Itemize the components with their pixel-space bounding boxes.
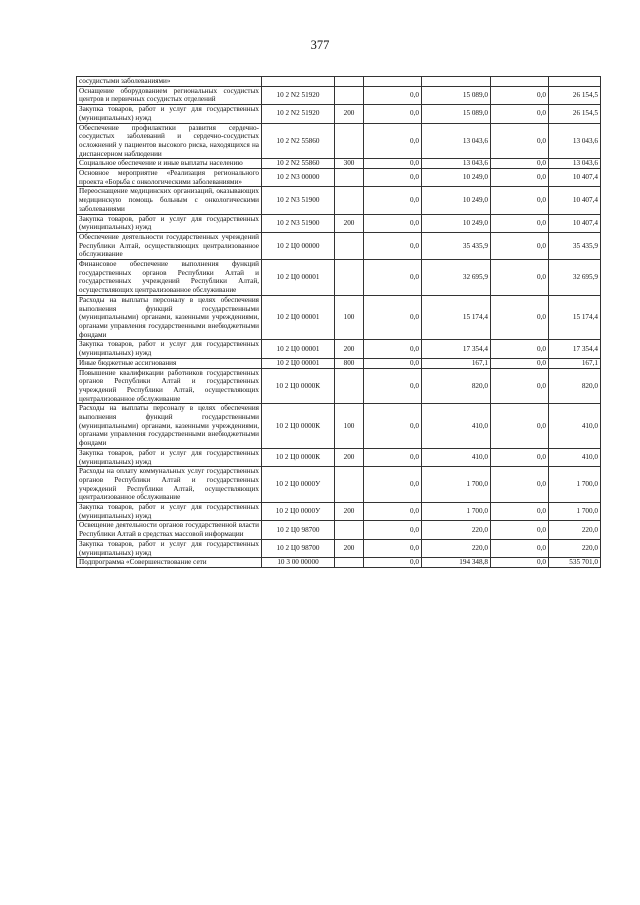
table-row [77, 123, 601, 159]
row-value-4: 820,0 [549, 368, 601, 404]
row-expense-type: 200 [335, 340, 364, 358]
row-expense-type: 300 [335, 159, 364, 169]
row-value-3: 0,0 [491, 159, 549, 169]
row-name: Повышение квалификации работников государственных органов Республики Алтай и государственных учреждений Республики Алтай, осуществляющих централизованное обслуживание [77, 368, 262, 404]
row-value-2: 220,0 [422, 539, 491, 557]
table-row [77, 187, 601, 214]
row-value-3: 0,0 [491, 123, 549, 159]
row-code: 10 2 N2 55860 [262, 123, 335, 159]
table-row [77, 232, 601, 259]
table-row [77, 404, 601, 449]
row-value-4: 220,0 [549, 539, 601, 557]
row-value-3: 0,0 [491, 86, 549, 104]
row-value-2: 194 348,8 [422, 558, 491, 568]
row-expense-type: 200 [335, 539, 364, 557]
table-row [77, 77, 601, 87]
row-name: Расходы на выплаты персоналу в целях обеспечения выполнения функций государственными (муниципальными) органами, казенными учреждениями, органами управления государственными внебюджетными фондами [77, 404, 262, 449]
row-value-3: 0,0 [491, 521, 549, 539]
row-code: 10 2 N3 51900 [262, 214, 335, 232]
row-name: Обеспечение профилактики развития сердечно-сосудистых заболеваний и сердечно-сосудистых осложнений у пациентов высокого риска, находящихся на диспансерном наблюдении [77, 123, 262, 159]
row-value-2: 13 043,6 [422, 159, 491, 169]
row-value-1: 0,0 [364, 187, 422, 214]
row-value-2: 13 043,6 [422, 123, 491, 159]
row-value-2: 10 249,0 [422, 214, 491, 232]
row-value-4: 535 701,0 [549, 558, 601, 568]
row-value-1: 0,0 [364, 340, 422, 358]
row-value-3: 0,0 [491, 503, 549, 521]
row-value-1: 0,0 [364, 558, 422, 568]
row-value-3: 0,0 [491, 467, 549, 503]
row-name: Закупка товаров, работ и услуг для государственных (муниципальных) нужд [77, 214, 262, 232]
row-value-4: 10 407,4 [549, 187, 601, 214]
row-value-1: 0,0 [364, 260, 422, 296]
row-value-1: 0,0 [364, 404, 422, 449]
row-value-4: 410,0 [549, 448, 601, 466]
row-code: 10 2 Ц0 0000К [262, 368, 335, 404]
row-expense-type [335, 77, 364, 87]
row-name: Закупка товаров, работ и услуг для государственных (муниципальных) нужд [77, 105, 262, 123]
row-value-3: 0,0 [491, 169, 549, 187]
table-row [77, 521, 601, 539]
row-expense-type [335, 467, 364, 503]
row-code: 10 2 N2 51920 [262, 86, 335, 104]
row-expense-type [335, 169, 364, 187]
row-code [262, 77, 335, 87]
row-value-2: 220,0 [422, 521, 491, 539]
row-value-2: 820,0 [422, 368, 491, 404]
row-name: Оснащение оборудованием региональных сосудистых центров и первичных сосудистых отделений [77, 86, 262, 104]
row-value-3: 0,0 [491, 260, 549, 296]
row-name: Подпрограмма «Совершенствование сети [77, 558, 262, 568]
table-row [77, 467, 601, 503]
budget-table [76, 76, 601, 568]
row-code: 10 3 00 00000 [262, 558, 335, 568]
row-value-4: 410,0 [549, 404, 601, 449]
row-name: Основное мероприятие «Реализация регионального проекта «Борьба с онкологическими заболеваниями» [77, 169, 262, 187]
row-code: 10 2 Ц0 0000К [262, 404, 335, 449]
row-value-2: 10 249,0 [422, 187, 491, 214]
row-value-2: 10 249,0 [422, 169, 491, 187]
row-value-1: 0,0 [364, 358, 422, 368]
row-name: Иные бюджетные ассигнования [77, 358, 262, 368]
row-name: Закупка товаров, работ и услуг для государственных (муниципальных) нужд [77, 503, 262, 521]
row-value-3: 0,0 [491, 105, 549, 123]
row-expense-type: 200 [335, 503, 364, 521]
table-row [77, 558, 601, 568]
row-expense-type: 800 [335, 358, 364, 368]
row-value-2: 15 089,0 [422, 105, 491, 123]
row-value-3: 0,0 [491, 558, 549, 568]
row-value-4: 15 174,4 [549, 295, 601, 340]
budget-table-body [77, 77, 601, 568]
row-expense-type [335, 232, 364, 259]
row-name: Обеспечение деятельности государственных учреждений Республики Алтай, осуществляющих централизованное обслуживание [77, 232, 262, 259]
row-code: 10 2 Ц0 00001 [262, 358, 335, 368]
row-value-1: 0,0 [364, 368, 422, 404]
table-row [77, 86, 601, 104]
row-value-4: 220,0 [549, 521, 601, 539]
row-value-1: 0,0 [364, 169, 422, 187]
table-row [77, 340, 601, 358]
row-value-2 [422, 77, 491, 87]
row-name: Закупка товаров, работ и услуг для государственных (муниципальных) нужд [77, 448, 262, 466]
row-value-3: 0,0 [491, 539, 549, 557]
row-value-4: 1 700,0 [549, 467, 601, 503]
row-expense-type: 100 [335, 404, 364, 449]
row-value-1: 0,0 [364, 539, 422, 557]
table-row [77, 503, 601, 521]
row-name: Финансовое обеспечение выполнения функций государственных органов Республики Алтай и государственных учреждений Республики Алтай, осуществляющих централизованное обслуживание [77, 260, 262, 296]
row-code: 10 2 N3 51900 [262, 187, 335, 214]
row-value-1: 0,0 [364, 232, 422, 259]
row-value-2: 35 435,9 [422, 232, 491, 259]
row-value-1: 0,0 [364, 521, 422, 539]
row-value-1: 0,0 [364, 503, 422, 521]
row-value-4: 26 154,5 [549, 86, 601, 104]
row-expense-type [335, 558, 364, 568]
row-code: 10 2 Ц0 0000У [262, 503, 335, 521]
row-value-2: 15 089,0 [422, 86, 491, 104]
row-expense-type: 200 [335, 214, 364, 232]
row-code: 10 2 Ц0 00001 [262, 340, 335, 358]
table-row [77, 159, 601, 169]
table-row [77, 214, 601, 232]
row-value-3: 0,0 [491, 214, 549, 232]
row-value-4: 35 435,9 [549, 232, 601, 259]
row-expense-type [335, 260, 364, 296]
row-value-4: 1 700,0 [549, 503, 601, 521]
row-name: сосудистыми заболеваниями» [77, 77, 262, 87]
row-value-1: 0,0 [364, 159, 422, 169]
row-value-1 [364, 77, 422, 87]
row-value-3: 0,0 [491, 358, 549, 368]
table-row [77, 169, 601, 187]
row-code: 10 2 Ц0 00000 [262, 232, 335, 259]
row-value-1: 0,0 [364, 105, 422, 123]
row-value-2: 15 174,4 [422, 295, 491, 340]
row-value-1: 0,0 [364, 448, 422, 466]
row-value-2: 167,1 [422, 358, 491, 368]
row-value-2: 1 700,0 [422, 467, 491, 503]
table-row [77, 448, 601, 466]
row-name: Расходы на оплату коммунальных услуг государственных органов Республики Алтай и государственных учреждений Республики Алтай, осуществляющих централизованное обслуживание [77, 467, 262, 503]
row-value-4: 26 154,5 [549, 105, 601, 123]
row-name: Переоснащение медицинских организаций, оказывающих медицинскую помощь больным с онкологическими заболеваниями [77, 187, 262, 214]
row-value-3: 0,0 [491, 448, 549, 466]
row-code: 10 2 Ц0 00001 [262, 295, 335, 340]
row-value-1: 0,0 [364, 123, 422, 159]
row-value-4: 167,1 [549, 358, 601, 368]
table-row [77, 368, 601, 404]
row-name: Закупка товаров, работ и услуг для государственных (муниципальных) нужд [77, 539, 262, 557]
row-code: 10 2 Ц0 98700 [262, 539, 335, 557]
row-name: Социальное обеспечение и иные выплаты населению [77, 159, 262, 169]
row-expense-type [335, 368, 364, 404]
row-expense-type [335, 187, 364, 214]
row-name: Освещение деятельности органов государственной власти Республики Алтай в средствах массовой информации [77, 521, 262, 539]
table-row [77, 260, 601, 296]
row-value-4 [549, 77, 601, 87]
row-value-3: 0,0 [491, 340, 549, 358]
row-value-3: 0,0 [491, 295, 549, 340]
row-value-3: 0,0 [491, 368, 549, 404]
table-row [77, 105, 601, 123]
row-code: 10 2 Ц0 00001 [262, 260, 335, 296]
row-value-1: 0,0 [364, 467, 422, 503]
row-value-2: 410,0 [422, 404, 491, 449]
row-expense-type [335, 86, 364, 104]
row-code: 10 2 N2 51920 [262, 105, 335, 123]
row-value-2: 32 695,9 [422, 260, 491, 296]
row-code: 10 2 Ц0 0000У [262, 467, 335, 503]
row-value-4: 17 354,4 [549, 340, 601, 358]
row-value-2: 17 354,4 [422, 340, 491, 358]
row-code: 10 2 N3 00000 [262, 169, 335, 187]
row-code: 10 2 N2 55860 [262, 159, 335, 169]
row-value-3: 0,0 [491, 404, 549, 449]
row-value-4: 10 407,4 [549, 214, 601, 232]
row-value-1: 0,0 [364, 86, 422, 104]
row-name: Закупка товаров, работ и услуг для государственных (муниципальных) нужд [77, 340, 262, 358]
row-value-1: 0,0 [364, 295, 422, 340]
row-expense-type [335, 123, 364, 159]
table-row [77, 358, 601, 368]
row-value-3 [491, 77, 549, 87]
row-expense-type: 200 [335, 448, 364, 466]
row-name: Расходы на выплаты персоналу в целях обеспечения выполнения функций государственными (муниципальными) органами, казенными учреждениями, органами управления государственными внебюджетными фондами [77, 295, 262, 340]
row-value-1: 0,0 [364, 214, 422, 232]
row-value-4: 10 407,4 [549, 169, 601, 187]
row-code: 10 2 Ц0 0000К [262, 448, 335, 466]
table-row [77, 539, 601, 557]
row-value-3: 0,0 [491, 232, 549, 259]
row-expense-type: 200 [335, 105, 364, 123]
row-value-4: 13 043,6 [549, 123, 601, 159]
table-row [77, 295, 601, 340]
row-expense-type: 100 [335, 295, 364, 340]
row-value-4: 32 695,9 [549, 260, 601, 296]
row-code: 10 2 Ц0 98700 [262, 521, 335, 539]
row-value-3: 0,0 [491, 187, 549, 214]
row-expense-type [335, 521, 364, 539]
row-value-2: 1 700,0 [422, 503, 491, 521]
row-value-4: 13 043,6 [549, 159, 601, 169]
page-number: 377 [310, 38, 330, 52]
row-value-2: 410,0 [422, 448, 491, 466]
